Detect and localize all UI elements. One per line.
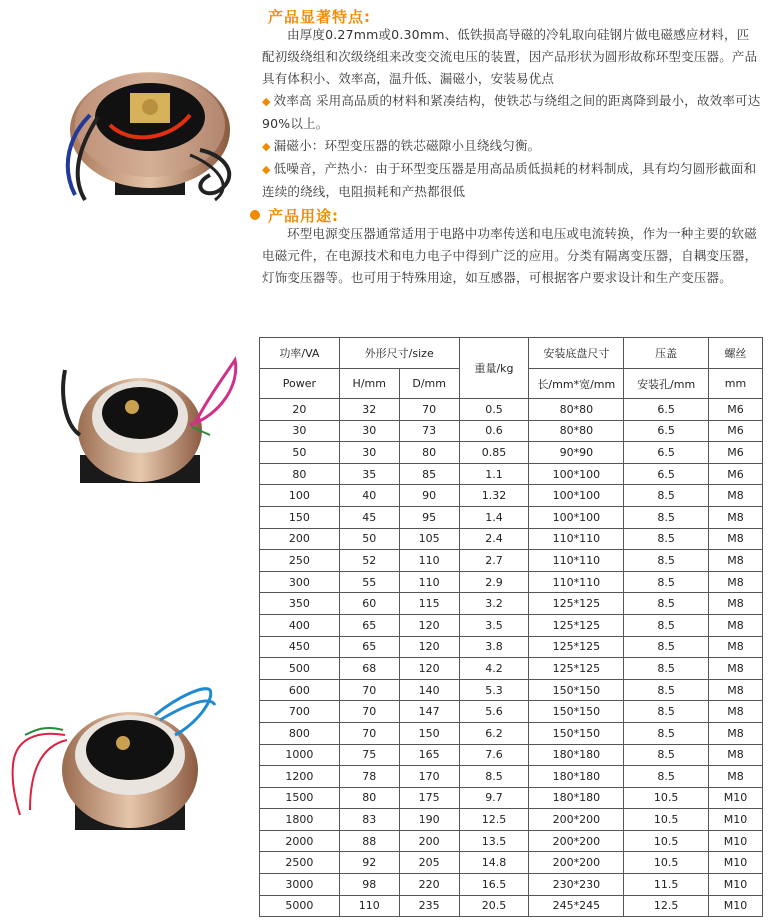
cell-height: 70 <box>339 701 399 723</box>
diamond-bullet-icon: ◆ <box>262 95 271 108</box>
table-row <box>260 701 763 723</box>
cell-diameter: 200 <box>399 830 459 852</box>
cell-weight: 7.6 <box>459 744 529 766</box>
cell-base-size: 125*125 <box>529 636 624 658</box>
cell-base-size: 100*100 <box>529 506 624 528</box>
cell-diameter: 205 <box>399 852 459 874</box>
table-row <box>260 658 763 680</box>
cell-weight: 8.5 <box>459 766 529 788</box>
cell-power: 1500 <box>260 787 340 809</box>
header-power: 功率/VA <box>260 338 340 369</box>
cell-height: 60 <box>339 593 399 615</box>
cell-base-size: 80*80 <box>529 420 624 442</box>
table-row <box>260 744 763 766</box>
features-title: 产品显著特点: <box>268 8 371 26</box>
cell-screw: M10 <box>709 874 763 896</box>
cell-hole: 8.5 <box>624 701 709 723</box>
subheader-base: 长/mm*宽/mm <box>529 369 624 399</box>
diamond-bullet-icon: ◆ <box>262 163 271 176</box>
cell-diameter: 220 <box>399 874 459 896</box>
cell-base-size: 200*200 <box>529 809 624 831</box>
table-row <box>260 874 763 896</box>
cell-diameter: 147 <box>399 701 459 723</box>
cell-hole: 8.5 <box>624 766 709 788</box>
features-intro: 由厚度0.27mm或0.30mm、低铁损高导磁的冷轧取向硅钢片做电磁感应材料，匹配初级绕组和次级绕组来改变交流电压的装置，因产品形状为圆形故称环型变压器。产品具有体积小、效率高，温升低、漏磁小，安装易优点 <box>262 27 758 86</box>
cell-base-size: 80*80 <box>529 399 624 421</box>
subheader-screw: mm <box>709 369 763 399</box>
cell-weight: 16.5 <box>459 874 529 896</box>
cell-base-size: 125*125 <box>529 593 624 615</box>
table-row <box>260 679 763 701</box>
cell-power: 2500 <box>260 852 340 874</box>
cell-height: 65 <box>339 636 399 658</box>
cell-screw: M8 <box>709 571 763 593</box>
cell-base-size: 150*150 <box>529 701 624 723</box>
cell-height: 30 <box>339 420 399 442</box>
cell-weight: 9.7 <box>459 787 529 809</box>
table-row <box>260 830 763 852</box>
subheader-h: H/mm <box>339 369 399 399</box>
cell-diameter: 140 <box>399 679 459 701</box>
cell-weight: 2.7 <box>459 550 529 572</box>
cell-hole: 8.5 <box>624 658 709 680</box>
cell-screw: M8 <box>709 744 763 766</box>
feature-bullet-noise: ◆ 低噪音，产热小：由于环型变压器是用高品质低损耗的材料制成，具有均匀圆形截面和连续的绕线，电阻损耗和产热都很低 <box>262 161 757 199</box>
usage-title: 产品用途: <box>268 207 339 225</box>
cell-hole: 8.5 <box>624 593 709 615</box>
cell-screw: M8 <box>709 636 763 658</box>
cell-hole: 8.5 <box>624 679 709 701</box>
cell-diameter: 110 <box>399 550 459 572</box>
specs-table <box>259 337 763 917</box>
cell-weight: 3.2 <box>459 593 529 615</box>
cell-power: 5000 <box>260 895 340 917</box>
cell-screw: M8 <box>709 722 763 744</box>
cell-weight: 0.6 <box>459 420 529 442</box>
cell-power: 400 <box>260 614 340 636</box>
usage-text: 环型电源变压器通常适用于电路中功率传送和电压或电流转换，作为一种主要的软磁电磁元件，在电源技术和电力电子中得到广泛的应用。分类有隔离变压器，自耦变压器，灯饰变压器等。也可用于特殊用途，如互感器，可根据客户要求设计和生产变压器。 <box>262 226 758 285</box>
table-row <box>260 636 763 658</box>
table-row <box>260 614 763 636</box>
cell-weight: 13.5 <box>459 830 529 852</box>
cell-height: 70 <box>339 722 399 744</box>
header-weight: 重量/kg <box>459 338 529 399</box>
cell-weight: 0.85 <box>459 442 529 464</box>
cell-hole: 11.5 <box>624 874 709 896</box>
transformer-photo-2 <box>50 345 250 490</box>
transformer-photo-3 <box>5 675 245 835</box>
cell-power: 80 <box>260 463 340 485</box>
header-screw: 螺丝 <box>709 338 763 369</box>
cell-hole: 12.5 <box>624 895 709 917</box>
feature-bullet-efficiency: ◆ 效率高 采用高品质的材料和紧凑结构，使铁芯与绕组之间的距离降到最小，故效率可达90%以上。 <box>262 93 761 131</box>
cell-diameter: 70 <box>399 399 459 421</box>
table-row <box>260 571 763 593</box>
cell-diameter: 80 <box>399 442 459 464</box>
cell-weight: 3.5 <box>459 614 529 636</box>
cell-power: 450 <box>260 636 340 658</box>
feature-bullet-leakage: ◆ 漏磁小：环型变压器的铁芯磁隙小且绕线匀衡。 <box>262 138 541 153</box>
cell-base-size: 110*110 <box>529 571 624 593</box>
cell-hole: 8.5 <box>624 636 709 658</box>
cell-power: 500 <box>260 658 340 680</box>
cell-height: 30 <box>339 442 399 464</box>
cell-screw: M8 <box>709 614 763 636</box>
cell-base-size: 125*125 <box>529 658 624 680</box>
cell-power: 300 <box>260 571 340 593</box>
table-row <box>260 766 763 788</box>
cell-hole: 6.5 <box>624 442 709 464</box>
cell-hole: 8.5 <box>624 485 709 507</box>
cell-height: 35 <box>339 463 399 485</box>
header-base: 安装底盘尺寸 <box>529 338 624 369</box>
cell-base-size: 180*180 <box>529 787 624 809</box>
cell-screw: M10 <box>709 830 763 852</box>
cell-weight: 0.5 <box>459 399 529 421</box>
cell-power: 30 <box>260 420 340 442</box>
cell-power: 2000 <box>260 830 340 852</box>
table-row <box>260 722 763 744</box>
table-row <box>260 442 763 464</box>
specs-table-body <box>260 399 763 917</box>
table-row <box>260 550 763 572</box>
cell-diameter: 150 <box>399 722 459 744</box>
cell-height: 92 <box>339 852 399 874</box>
subheader-power: Power <box>260 369 340 399</box>
cell-diameter: 170 <box>399 766 459 788</box>
cell-screw: M10 <box>709 809 763 831</box>
header-size: 外形尺寸/size <box>339 338 459 369</box>
cell-hole: 10.5 <box>624 852 709 874</box>
table-row <box>260 593 763 615</box>
cell-power: 250 <box>260 550 340 572</box>
cell-height: 98 <box>339 874 399 896</box>
cell-base-size: 230*230 <box>529 874 624 896</box>
cell-diameter: 235 <box>399 895 459 917</box>
cell-screw: M6 <box>709 420 763 442</box>
table-row <box>260 485 763 507</box>
cell-base-size: 180*180 <box>529 744 624 766</box>
cell-height: 78 <box>339 766 399 788</box>
cell-base-size: 150*150 <box>529 722 624 744</box>
cell-height: 70 <box>339 679 399 701</box>
table-header-row <box>260 338 763 369</box>
cell-height: 50 <box>339 528 399 550</box>
table-row <box>260 420 763 442</box>
cell-power: 20 <box>260 399 340 421</box>
cell-weight: 5.6 <box>459 701 529 723</box>
cell-weight: 1.1 <box>459 463 529 485</box>
cell-screw: M8 <box>709 550 763 572</box>
transformer-photo-1 <box>50 55 245 205</box>
cell-height: 55 <box>339 571 399 593</box>
cell-screw: M6 <box>709 399 763 421</box>
cell-screw: M8 <box>709 485 763 507</box>
cell-diameter: 165 <box>399 744 459 766</box>
cell-screw: M6 <box>709 463 763 485</box>
cell-diameter: 95 <box>399 506 459 528</box>
cell-weight: 20.5 <box>459 895 529 917</box>
cell-power: 50 <box>260 442 340 464</box>
cell-hole: 10.5 <box>624 787 709 809</box>
cell-base-size: 110*110 <box>529 528 624 550</box>
cell-weight: 5.3 <box>459 679 529 701</box>
cell-base-size: 245*245 <box>529 895 624 917</box>
cell-weight: 14.8 <box>459 852 529 874</box>
table-row <box>260 852 763 874</box>
cell-screw: M8 <box>709 701 763 723</box>
subheader-cover: 安装孔/mm <box>624 369 709 399</box>
table-row <box>260 528 763 550</box>
cell-weight: 12.5 <box>459 809 529 831</box>
cell-diameter: 85 <box>399 463 459 485</box>
cell-power: 1200 <box>260 766 340 788</box>
header-cover: 压盖 <box>624 338 709 369</box>
cell-diameter: 120 <box>399 614 459 636</box>
table-row <box>260 809 763 831</box>
cell-height: 83 <box>339 809 399 831</box>
cell-base-size: 100*100 <box>529 485 624 507</box>
cell-power: 700 <box>260 701 340 723</box>
cell-diameter: 120 <box>399 658 459 680</box>
cell-height: 32 <box>339 399 399 421</box>
features-body <box>262 24 762 203</box>
cell-diameter: 175 <box>399 787 459 809</box>
cell-power: 600 <box>260 679 340 701</box>
cell-hole: 8.5 <box>624 571 709 593</box>
cell-height: 80 <box>339 787 399 809</box>
cell-power: 150 <box>260 506 340 528</box>
cell-height: 75 <box>339 744 399 766</box>
cell-diameter: 73 <box>399 420 459 442</box>
table-row <box>260 895 763 917</box>
cell-base-size: 150*150 <box>529 679 624 701</box>
cell-hole: 6.5 <box>624 463 709 485</box>
cell-diameter: 115 <box>399 593 459 615</box>
table-row <box>260 506 763 528</box>
cell-height: 65 <box>339 614 399 636</box>
table-row <box>260 399 763 421</box>
cell-power: 350 <box>260 593 340 615</box>
cell-diameter: 120 <box>399 636 459 658</box>
cell-height: 45 <box>339 506 399 528</box>
cell-weight: 1.32 <box>459 485 529 507</box>
cell-weight: 6.2 <box>459 722 529 744</box>
cell-hole: 8.5 <box>624 528 709 550</box>
cell-diameter: 105 <box>399 528 459 550</box>
cell-screw: M8 <box>709 593 763 615</box>
cell-hole: 8.5 <box>624 722 709 744</box>
usage-dot-icon <box>250 210 260 220</box>
cell-hole: 6.5 <box>624 399 709 421</box>
cell-screw: M10 <box>709 895 763 917</box>
cell-hole: 10.5 <box>624 809 709 831</box>
cell-screw: M8 <box>709 658 763 680</box>
cell-base-size: 200*200 <box>529 830 624 852</box>
table-row <box>260 787 763 809</box>
cell-screw: M8 <box>709 679 763 701</box>
cell-power: 3000 <box>260 874 340 896</box>
cell-weight: 2.9 <box>459 571 529 593</box>
cell-diameter: 110 <box>399 571 459 593</box>
cell-base-size: 180*180 <box>529 766 624 788</box>
cell-screw: M6 <box>709 442 763 464</box>
cell-screw: M8 <box>709 766 763 788</box>
cell-hole: 8.5 <box>624 614 709 636</box>
cell-base-size: 100*100 <box>529 463 624 485</box>
cell-base-size: 90*90 <box>529 442 624 464</box>
cell-screw: M8 <box>709 528 763 550</box>
cell-hole: 10.5 <box>624 830 709 852</box>
cell-height: 40 <box>339 485 399 507</box>
cell-screw: M10 <box>709 787 763 809</box>
cell-power: 1000 <box>260 744 340 766</box>
subheader-d: D/mm <box>399 369 459 399</box>
cell-power: 1800 <box>260 809 340 831</box>
cell-diameter: 90 <box>399 485 459 507</box>
cell-height: 52 <box>339 550 399 572</box>
cell-height: 68 <box>339 658 399 680</box>
usage-body <box>262 223 762 289</box>
diamond-bullet-icon: ◆ <box>262 140 271 153</box>
cell-hole: 8.5 <box>624 550 709 572</box>
cell-weight: 4.2 <box>459 658 529 680</box>
cell-hole: 8.5 <box>624 744 709 766</box>
cell-diameter: 190 <box>399 809 459 831</box>
cell-hole: 8.5 <box>624 506 709 528</box>
cell-weight: 3.8 <box>459 636 529 658</box>
cell-height: 88 <box>339 830 399 852</box>
cell-base-size: 110*110 <box>529 550 624 572</box>
cell-base-size: 125*125 <box>529 614 624 636</box>
cell-weight: 2.4 <box>459 528 529 550</box>
cell-screw: M10 <box>709 852 763 874</box>
cell-power: 800 <box>260 722 340 744</box>
cell-height: 110 <box>339 895 399 917</box>
cell-base-size: 200*200 <box>529 852 624 874</box>
cell-power: 200 <box>260 528 340 550</box>
cell-screw: M8 <box>709 506 763 528</box>
cell-power: 100 <box>260 485 340 507</box>
cell-hole: 6.5 <box>624 420 709 442</box>
table-row <box>260 463 763 485</box>
cell-weight: 1.4 <box>459 506 529 528</box>
